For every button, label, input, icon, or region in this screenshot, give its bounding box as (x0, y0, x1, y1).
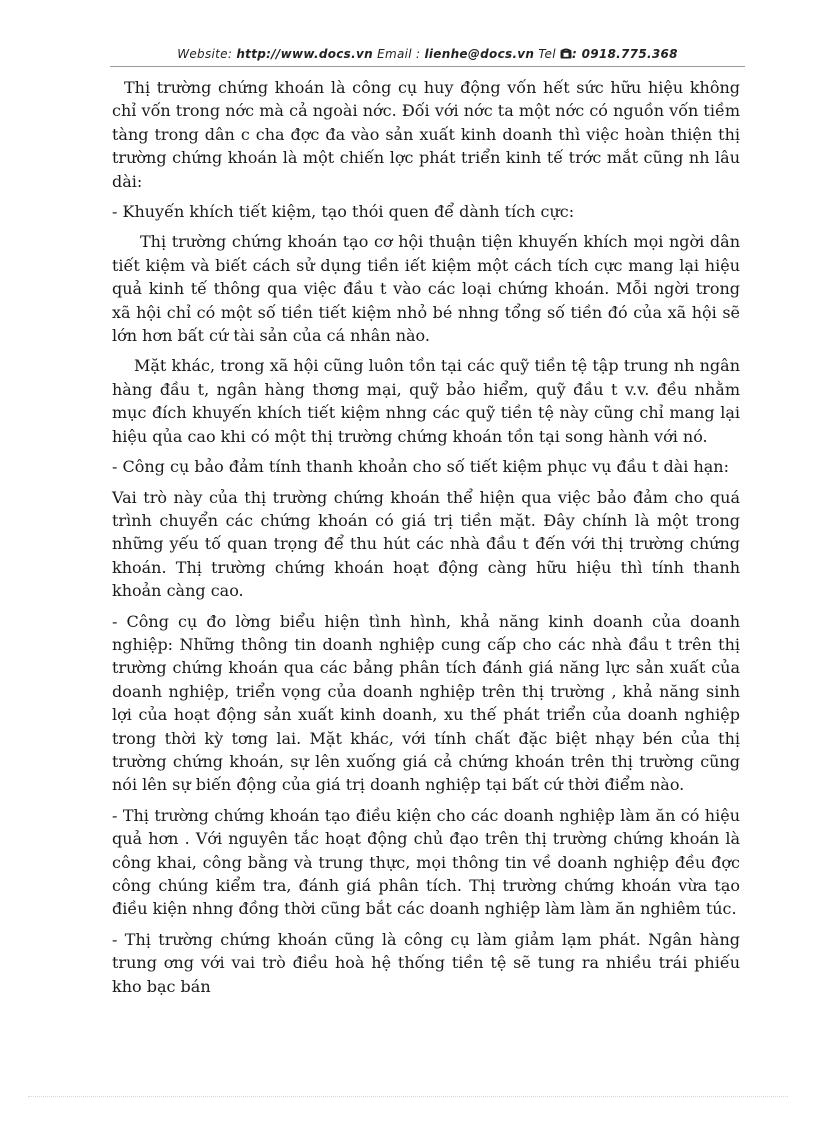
paragraph-savings: Thị trường chứng khoán tạo cơ hội thuận tiện khuyến khích mọi ngời dân tiết kiệm và biết cách sử dụng tiền iết kiệm một cách tích cực mang lại hiệu quả kinh tế thông qua việc đầu t vào các loại chứng khoán. Mỗi ngời trong xã hội chỉ có một số tiền tiết kiệm nhỏ bé nhng tổng số tiền đó của xã hội sẽ lớn hơn bất cứ tài sản của cá nhân nào. (112, 232, 740, 346)
paragraph-liquidity: Vai trò này của thị trường chứng khoán thể hiện qua việc bảo đảm cho quá trình chuyển các chứng khoán có giá trị tiền mặt. Đây chính là một trong những yếu tố quan trọng để thu hút các nhà đầu t đến với thị trường chứng khoán. Thị trường chứng khoán hoạt động càng hữu hiệu thì tính thanh khoản càng cao. (112, 487, 740, 601)
website-link[interactable]: http://www.docs.vn (236, 47, 373, 61)
paragraph-inflation: - Thị trường chứng khoán cũng là công cụ làm giảm lạm phát. Ngân hàng trung ơng với vai trò điều hoà hệ thống tiền tệ sẽ tung ra nhiều trái phiếu kho bạc bán (112, 929, 740, 996)
heading-savings: - Khuyến khích tiết kiệm, tạo thói quen để dành tích cực: (112, 202, 575, 222)
phone-number: : 0918.775.368 (572, 47, 678, 61)
tel-label: Tel (538, 47, 556, 61)
page-header (110, 47, 745, 61)
heading-liquidity: - Công cụ bảo đảm tính thanh khoản cho số tiết kiệm phục vụ đầu t dài hạn: (112, 457, 729, 477)
paragraph-intro: Thị trường chứng khoán là công cụ huy động vốn hết sức hữu hiệu không chỉ vốn trong nớc mà cả ngoài nớc. Đối với nớc ta một nớc có nguồn vốn tiềm tàng trong dân c cha đợc đa vào sản xuất kinh doanh thì việc hoàn thiện thị trường chứng khoán là một chiến lợc phát triển kinh tế trớc mắt cũng nh lâu dài: (112, 78, 740, 191)
website-label: Website: (177, 47, 233, 61)
phone-icon (560, 47, 572, 61)
paragraph-efficiency: - Thị trường chứng khoán tạo điều kiện cho các doanh nghiệp làm ăn có hiệu quả hơn . Với nguyên tắc hoạt động chủ đạo trên thị trường chứng khoán là công khai, công bằng và trung thực, mọi thông tin về doanh nghiệp đều đợc công chúng kiểm tra, đánh giá phân tích. Thị trường chứng khoán vừa tạo điều kiện nhng đồng thời cũng bắt các doanh nghiệp làm làm ăn nghiêm túc. (112, 805, 740, 919)
header-divider (110, 66, 745, 67)
email-label: Email : (377, 47, 421, 61)
paragraph-funds: Mặt khác, trong xã hội cũng luôn tồn tại các quỹ tiền tệ tập trung nh ngân hàng đầu t, ngân hàng thơng mại, quỹ bảo hiểm, quỹ đầu t v.v. đều nhằm mục đích khuyến khích tiết kiệm nhng các quỹ tiền tệ này cũng chỉ mang lại hiệu qủa cao khi có một thị trường chứng khoán tồn tại song hành với nó. (112, 356, 740, 446)
paragraph-measurement: - Công cụ đo lờng biểu hiện tình hình, khả năng kinh doanh của doanh nghiệp: Những thông tin doanh nghiệp cung cấp cho các nhà đầu t trên thị trường chứng khoán qua các bảng phân tích đánh giá năng lực sản xuất của doanh nghiệp, triển vọng của doanh nghiệp trên thị trường , khả năng sinh lợi của hoạt động sản xuất kinh doanh, xu thế phát triển của doanh nghiệp trong thời kỳ tơng lai. Mặt khác, với tính chất đặc biệt nhạy bén của thị trường chứng khoán, sự lên xuống giá cả chứng khoán trên thị trường cũng nói lên sự biến động của giá trị doanh nghiệp tại bất cứ thời điểm nào. (112, 611, 740, 795)
footer-divider (28, 1096, 788, 1097)
email-link[interactable]: lienhe@docs.vn (424, 47, 535, 61)
document-body (112, 76, 740, 1005)
